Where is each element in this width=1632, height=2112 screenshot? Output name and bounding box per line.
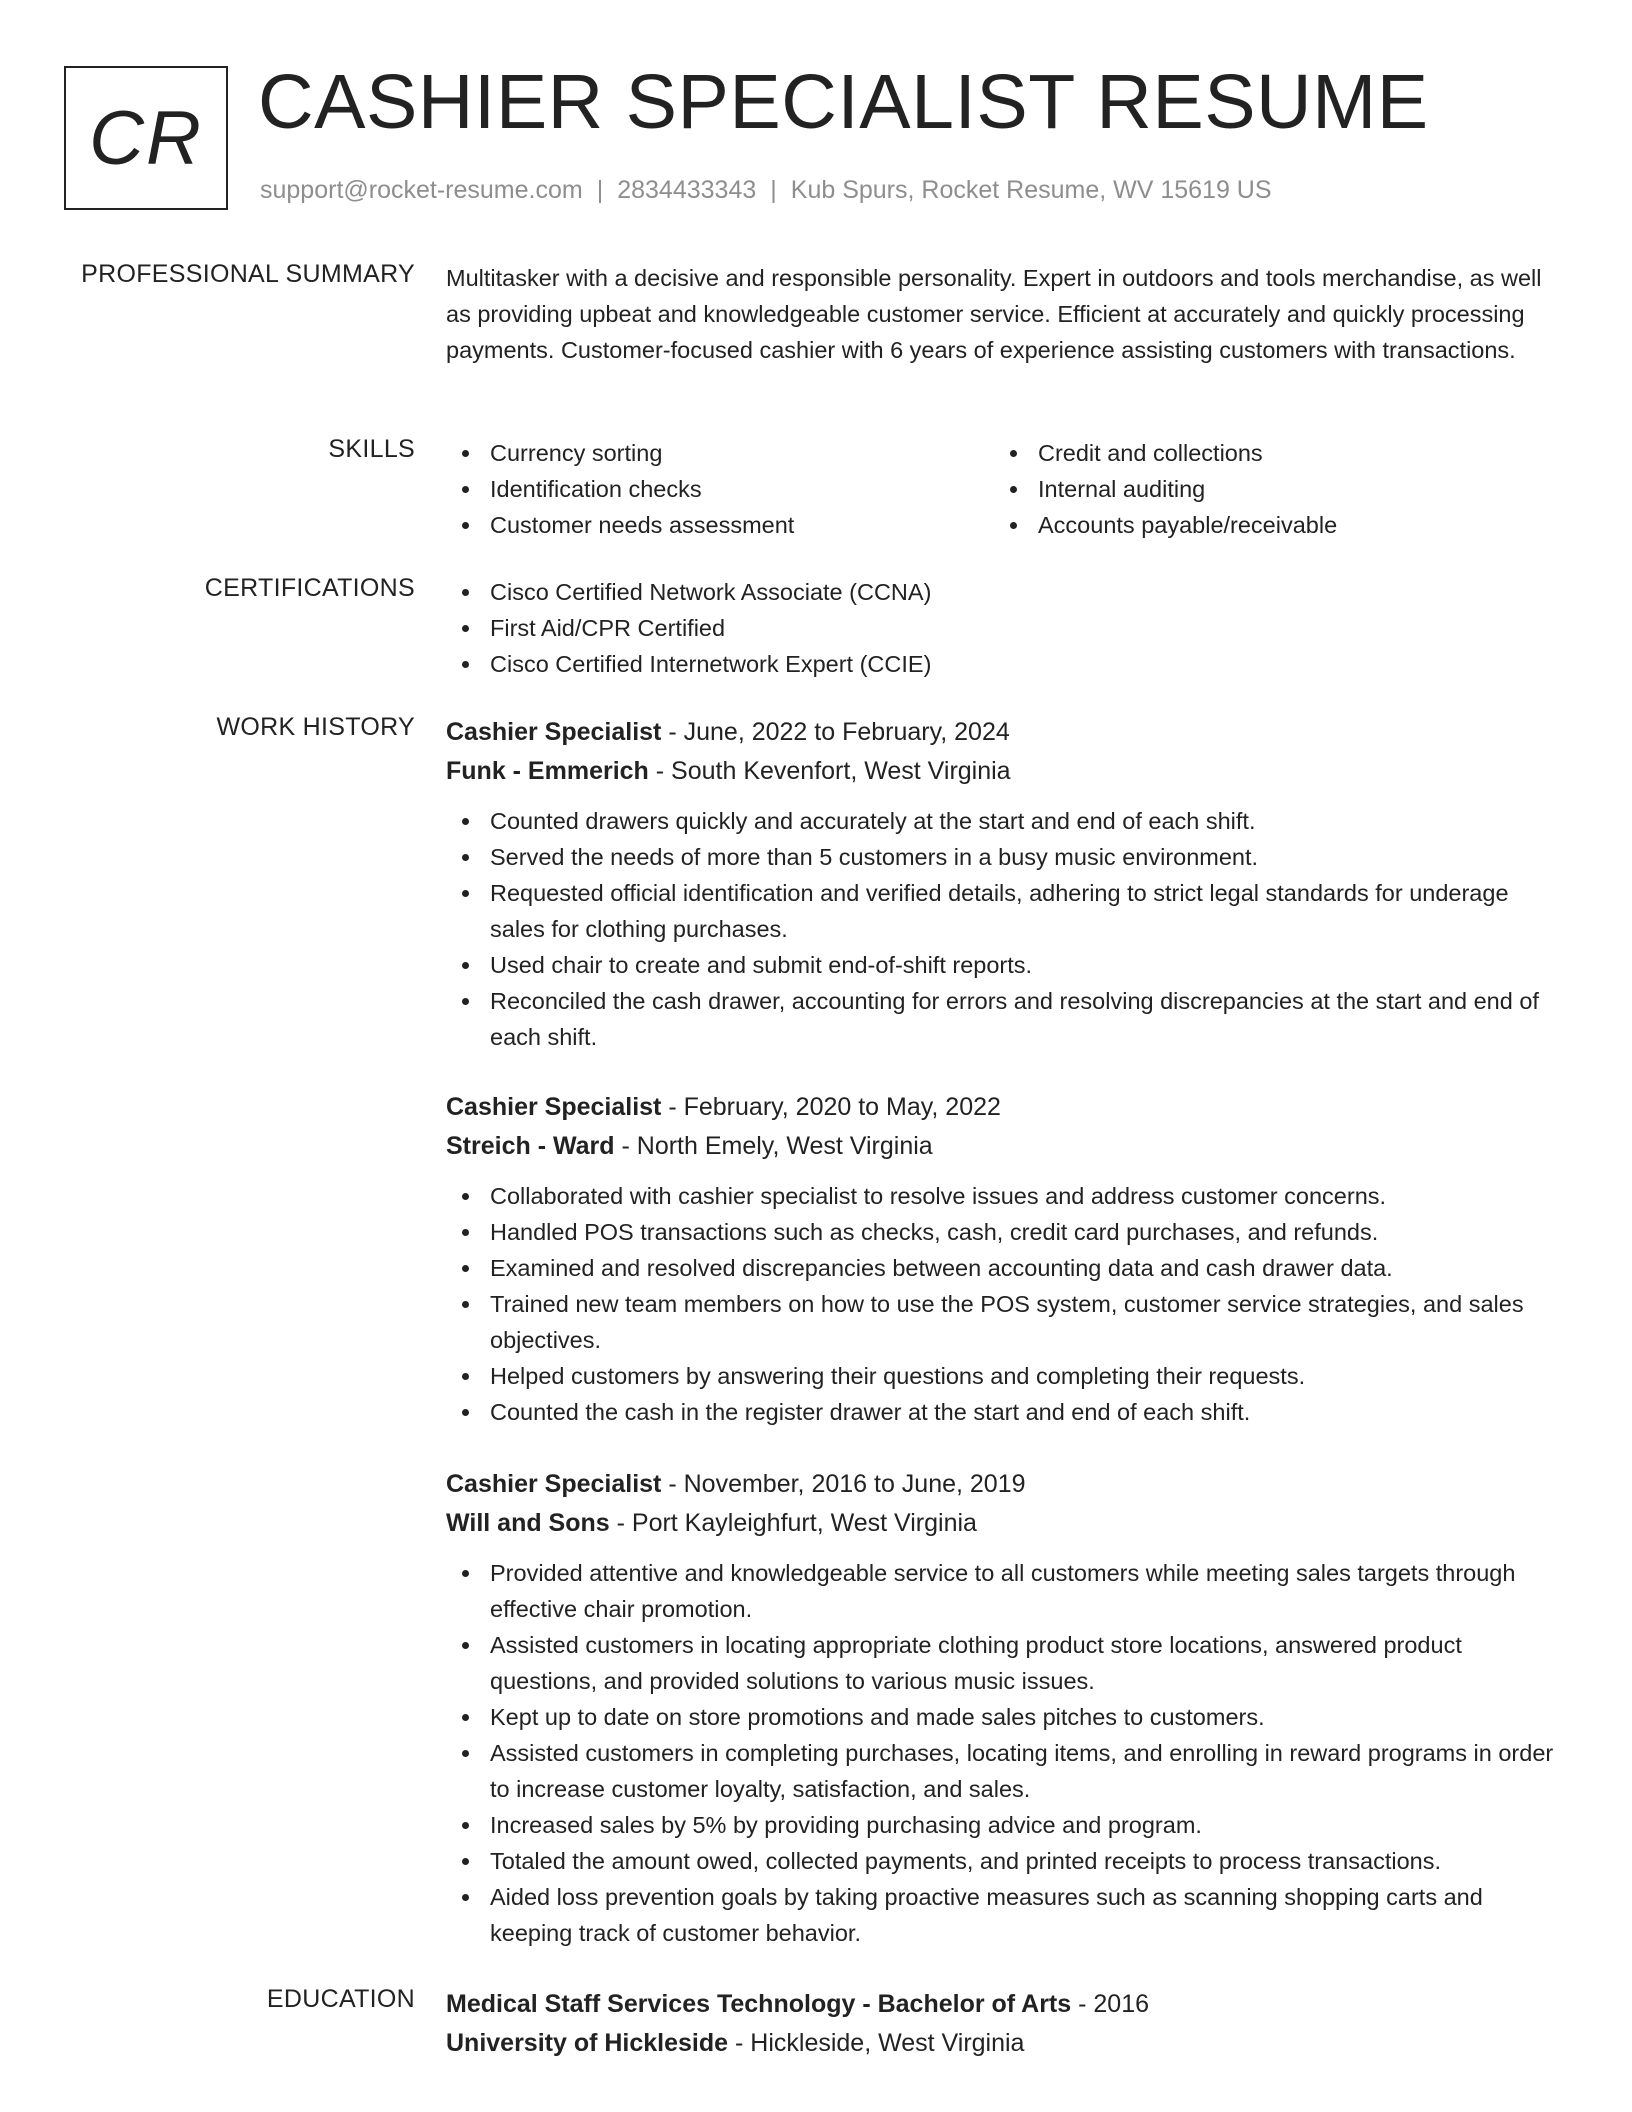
job-duties-list — [446, 803, 1566, 1055]
job-employer: Will and Sons — [446, 1509, 610, 1537]
job-duty-item: Assisted customers in locating appropriate clothing product store locations, answered product questions, and provided solutions to various music issues. — [446, 1627, 1566, 1699]
job-duty-item: Served the needs of more than 5 customers in a busy music environment. — [446, 839, 1566, 875]
skill-item: Currency sorting — [446, 435, 994, 471]
job-duty-item: Requested official identification and verified details, adhering to strict legal standards for underage sales for clothing purchases. — [446, 875, 1566, 947]
job-title-line — [446, 713, 1566, 752]
job-duty-item: Collaborated with cashier specialist to resolve issues and address customer concerns. — [446, 1178, 1566, 1214]
job-title-line — [446, 1088, 1566, 1127]
contact-email: support@rocket-resume.com — [260, 176, 583, 204]
monogram-logo: CR — [64, 66, 228, 210]
job-duty-item: Counted drawers quickly and accurately at the start and end of each shift. — [446, 803, 1566, 839]
education-degree-line — [446, 1985, 1566, 2024]
certification-item: Cisco Certified Internetwork Expert (CCIE) — [446, 646, 1566, 682]
job-entry — [446, 1465, 1566, 1951]
skill-item: Identification checks — [446, 471, 994, 507]
contact-separator: | — [596, 176, 604, 204]
job-duty-item: Assisted customers in completing purchases, locating items, and enrolling in reward programs in order to increase customer loyalty, satisfaction, and sales. — [446, 1735, 1566, 1807]
job-dates: - November, 2016 to June, 2019 — [661, 1470, 1026, 1498]
certification-item: First Aid/CPR Certified — [446, 610, 1566, 646]
skill-item: Accounts payable/receivable — [994, 507, 1542, 543]
job-duty-item: Kept up to date on store promotions and made sales pitches to customers. — [446, 1699, 1566, 1735]
job-duty-item: Aided loss prevention goals by taking proactive measures such as scanning shopping carts and keeping track of customer behavior. — [446, 1879, 1566, 1951]
job-dates: - June, 2022 to February, 2024 — [661, 718, 1010, 746]
contact-address: Kub Spurs, Rocket Resume, WV 15619 US — [790, 176, 1272, 204]
certification-item: Cisco Certified Network Associate (CCNA) — [446, 574, 1566, 610]
job-employer: Funk - Emmerich — [446, 757, 649, 785]
job-employer-line — [446, 1127, 1566, 1166]
job-employer-line — [446, 1504, 1566, 1543]
job-duty-item: Helped customers by answering their questions and completing their requests. — [446, 1358, 1566, 1394]
job-title: Cashier Specialist — [446, 1470, 662, 1498]
job-duties-list — [446, 1555, 1566, 1951]
education-year: - 2016 — [1071, 1990, 1150, 2018]
work-history-label: WORK HISTORY — [216, 713, 415, 741]
job-employer: Streich - Ward — [446, 1132, 615, 1160]
job-title: Cashier Specialist — [446, 1093, 662, 1121]
skill-item: Credit and collections — [994, 435, 1542, 471]
job-duty-item: Used chair to create and submit end-of-shift reports. — [446, 947, 1566, 983]
contact-phone: 2834433343 — [617, 176, 757, 204]
skills-column-1 — [446, 435, 994, 543]
resume-title: CASHIER SPECIALIST RESUME — [258, 59, 1429, 145]
job-location: - South Kevenfort, West Virginia — [648, 757, 1011, 785]
job-entry — [446, 1088, 1566, 1430]
contact-separator: | — [770, 176, 777, 204]
education-label: EDUCATION — [266, 1985, 415, 2013]
certifications-label: CERTIFICATIONS — [204, 574, 415, 602]
job-duty-item: Totaled the amount owed, collected payments, and printed receipts to process transactions. — [446, 1843, 1566, 1879]
job-duty-item: Examined and resolved discrepancies between accounting data and cash drawer data. — [446, 1250, 1566, 1286]
job-duty-item: Reconciled the cash drawer, accounting for errors and resolving discrepancies at the start and end of each shift. — [446, 983, 1566, 1055]
job-duty-item: Trained new team members on how to use the POS system, customer service strategies, and sales objectives. — [446, 1286, 1566, 1358]
skill-item: Customer needs assessment — [446, 507, 994, 543]
skill-item: Internal auditing — [994, 471, 1542, 507]
job-title-line — [446, 1465, 1566, 1504]
certifications-list — [446, 574, 1566, 682]
job-duty-item: Increased sales by 5% by providing purchasing advice and program. — [446, 1807, 1566, 1843]
skills-grid — [446, 435, 1566, 543]
job-duty-item: Handled POS transactions such as checks, cash, credit card purchases, and refunds. — [446, 1214, 1566, 1250]
job-location: - Port Kayleighfurt, West Virginia — [609, 1509, 977, 1537]
job-entry — [446, 713, 1566, 1055]
job-employer-line — [446, 752, 1566, 791]
job-title: Cashier Specialist — [446, 718, 662, 746]
education-school-line — [446, 2024, 1566, 2063]
job-duty-item: Provided attentive and knowledgeable service to all customers while meeting sales targets through effective chair promotion. — [446, 1555, 1566, 1627]
job-location: - North Emely, West Virginia — [614, 1132, 933, 1160]
education-entry — [446, 1985, 1566, 2063]
skills-column-2 — [994, 435, 1542, 543]
job-duties-list — [446, 1178, 1566, 1430]
summary-label: PROFESSIONAL SUMMARY — [81, 260, 415, 288]
skills-label: SKILLS — [328, 435, 415, 463]
job-dates: - February, 2020 to May, 2022 — [661, 1093, 1001, 1121]
education-degree: Medical Staff Services Technology - Bachelor of Arts — [446, 1990, 1072, 2018]
summary-text: Multitasker with a decisive and responsible personality. Expert in outdoors and tools merchandise, as well as providing upbeat and knowledgeable customer service. Efficient at accurately and quickly processing payments. Customer-focused cashier with 6 years of experience assisting customers with transactions. — [446, 265, 1542, 363]
education-location: - Hickleside, West Virginia — [728, 2029, 1025, 2057]
education-school: University of Hickleside — [446, 2029, 729, 2057]
job-duty-item: Counted the cash in the register drawer at the start and end of each shift. — [446, 1394, 1566, 1430]
contact-line — [260, 176, 1272, 205]
